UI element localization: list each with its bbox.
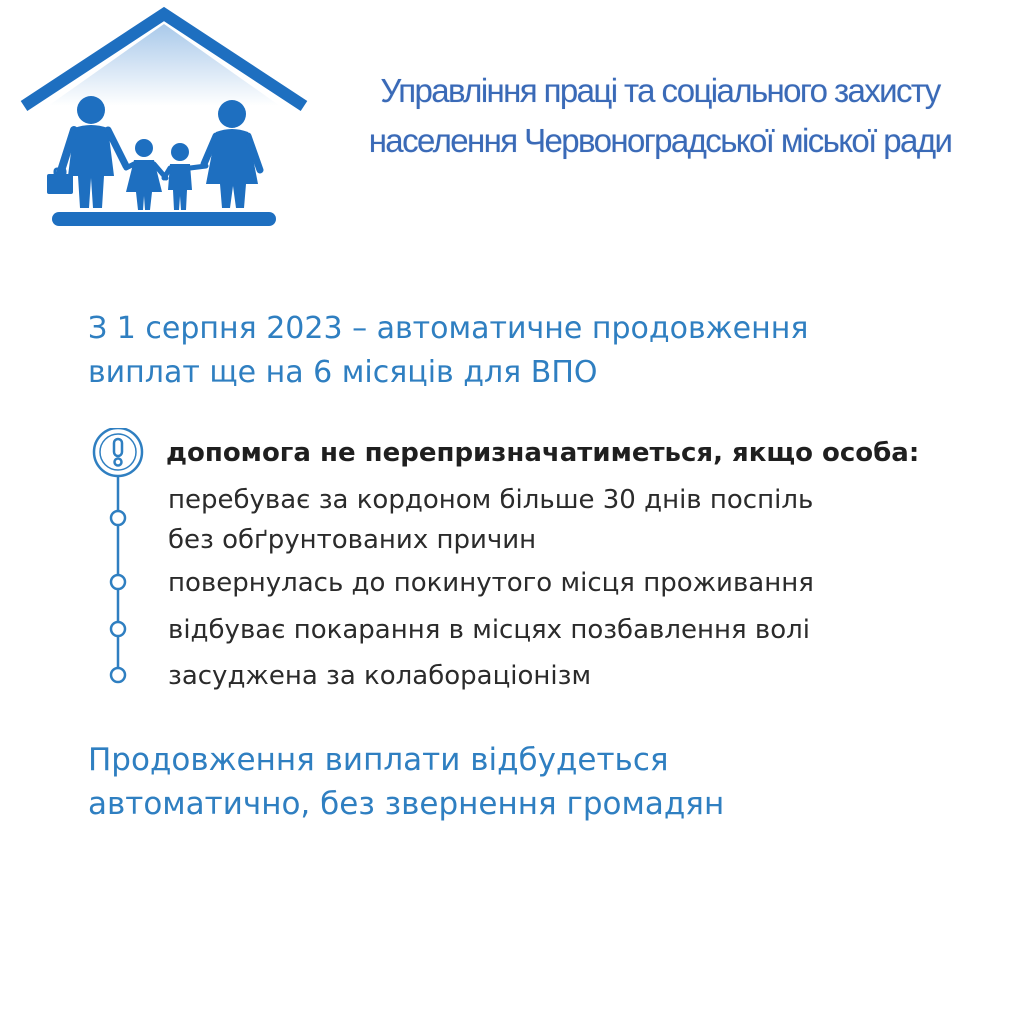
condition-item: відбуває покарання в місцях позбавлення волі: [168, 615, 810, 645]
headline-line-1: З 1 серпня 2023 – автоматичне продовження: [88, 311, 809, 346]
conditions-lead: допомога не перепризначатиметься, якщо особа:: [166, 438, 920, 468]
family-house-icon: [16, 6, 312, 230]
timeline-node: [111, 668, 125, 682]
footer-line-2: автоматично, без звернення громадян: [88, 786, 725, 822]
timeline-node: [111, 622, 125, 636]
condition-item: повернулась до покинутого місця проживання: [168, 568, 814, 598]
timeline-node: [111, 575, 125, 589]
organization-name-line-2: населення Червоноградської міської ради: [368, 122, 952, 159]
footer-line-1: Продовження виплати відбудеться: [88, 742, 669, 778]
timeline-node: [111, 511, 125, 525]
footer-note: [88, 738, 988, 826]
timeline-connector: [90, 428, 150, 698]
organization-name: [300, 66, 1020, 166]
headline-line-2: виплат ще на 6 місяців для ВПО: [88, 355, 598, 390]
headline: [88, 307, 988, 395]
exclamation-circle-icon: [94, 428, 142, 476]
organization-name-line-1: Управління праці та соціального захисту: [380, 72, 940, 109]
condition-item: засуджена за колабораціонізм: [168, 661, 592, 691]
condition-item: перебуває за кордоном більше 30 днів поспіль без обґрунтованих причин: [168, 485, 814, 555]
